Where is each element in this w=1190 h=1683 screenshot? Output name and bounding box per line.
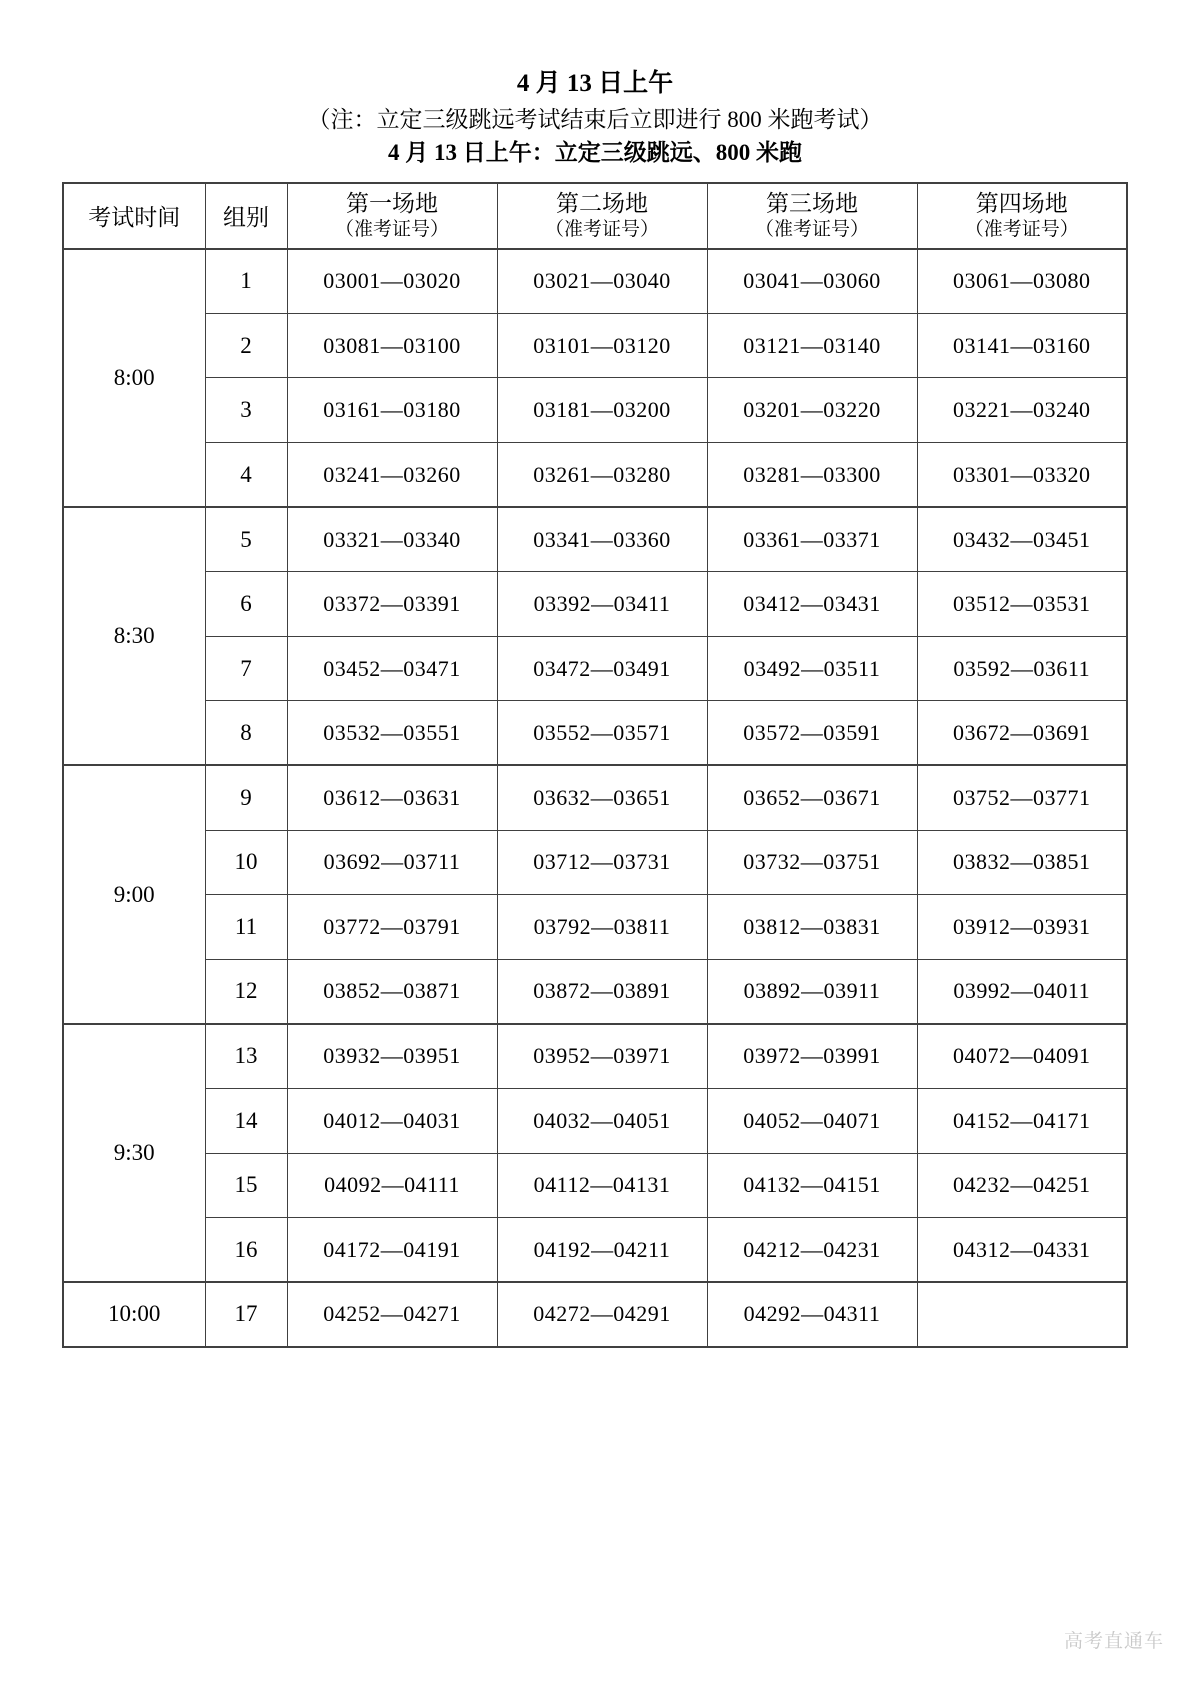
ticket-range-cell: 04312—04331 — [917, 1218, 1127, 1283]
ticket-range-cell: 03181—03200 — [497, 378, 707, 443]
ticket-range-cell: 03261—03280 — [497, 442, 707, 507]
group-number-cell: 8 — [205, 701, 287, 766]
table-row — [63, 378, 1127, 443]
table-row — [63, 1282, 1127, 1347]
ticket-range-cell: 03372—03391 — [287, 572, 497, 637]
ticket-range-cell: 03792—03811 — [497, 895, 707, 960]
group-number-cell: 15 — [205, 1153, 287, 1218]
ticket-range-cell: 03992—04011 — [917, 959, 1127, 1024]
ticket-range-cell: 03932—03951 — [287, 1024, 497, 1089]
ticket-range-cell: 03712—03731 — [497, 830, 707, 895]
group-number-cell: 9 — [205, 765, 287, 830]
venue-3-sub: （准考证号） — [754, 218, 869, 240]
header-exam-time-label: 考试时间 — [88, 205, 181, 231]
ticket-range-cell: 03472—03491 — [497, 636, 707, 701]
header-venue-3 — [707, 183, 917, 249]
table-row — [63, 249, 1127, 314]
header-venue-2 — [497, 183, 707, 249]
group-number-cell: 16 — [205, 1218, 287, 1283]
header-venue-4 — [917, 183, 1127, 249]
ticket-range-cell: 04292—04311 — [707, 1282, 917, 1347]
ticket-range-cell: 03972—03991 — [707, 1024, 917, 1089]
ticket-range-cell: 03652—03671 — [707, 765, 917, 830]
table-row — [63, 701, 1127, 766]
ticket-range-cell: 03041—03060 — [707, 249, 917, 314]
ticket-range-cell: 03752—03771 — [917, 765, 1127, 830]
ticket-range-cell: 03141—03160 — [917, 313, 1127, 378]
exam-time-cell: 10:00 — [63, 1282, 205, 1347]
venue-1-sub: （准考证号） — [334, 218, 449, 240]
venue-2-sub: （准考证号） — [544, 218, 659, 240]
table-row — [63, 830, 1127, 895]
ticket-range-cell: 03892—03911 — [707, 959, 917, 1024]
exam-time-cell: 9:00 — [63, 765, 205, 1023]
group-number-cell: 1 — [205, 249, 287, 314]
venue-4-sub: （准考证号） — [964, 218, 1079, 240]
table-row — [63, 572, 1127, 637]
table-header-row — [63, 183, 1127, 249]
ticket-range-cell: 04252—04271 — [287, 1282, 497, 1347]
ticket-range-cell: 03832—03851 — [917, 830, 1127, 895]
exam-time-cell: 8:00 — [63, 249, 205, 507]
ticket-range-cell: 03692—03711 — [287, 830, 497, 895]
table-row — [63, 507, 1127, 572]
ticket-range-cell: 03952—03971 — [497, 1024, 707, 1089]
table-row — [63, 765, 1127, 830]
note-line: （注：立定三级跳远考试结束后立即进行 800 米跑考试） — [307, 106, 883, 132]
ticket-range-cell: 03572—03591 — [707, 701, 917, 766]
ticket-range-cell: 03121—03140 — [707, 313, 917, 378]
watermark: 高考直通车 — [1063, 1631, 1164, 1652]
ticket-range-cell: 03432—03451 — [917, 507, 1127, 572]
ticket-range-cell: 03532—03551 — [287, 701, 497, 766]
group-number-cell: 10 — [205, 830, 287, 895]
ticket-range-cell: 03852—03871 — [287, 959, 497, 1024]
table-row — [63, 1024, 1127, 1089]
ticket-range-cell: 03732—03751 — [707, 830, 917, 895]
ticket-range-cell: 03412—03431 — [707, 572, 917, 637]
ticket-range-cell: 03452—03471 — [287, 636, 497, 701]
ticket-range-cell: 03612—03631 — [287, 765, 497, 830]
table-row — [63, 313, 1127, 378]
group-number-cell: 17 — [205, 1282, 287, 1347]
venue-2-name: 第二场地 — [556, 190, 648, 216]
header-group-label: 组别 — [223, 205, 269, 231]
group-number-cell: 11 — [205, 895, 287, 960]
ticket-range-cell: 03341—03360 — [497, 507, 707, 572]
group-number-cell: 3 — [205, 378, 287, 443]
ticket-range-cell: 04212—04231 — [707, 1218, 917, 1283]
ticket-range-cell: 04052—04071 — [707, 1088, 917, 1153]
group-number-cell: 14 — [205, 1088, 287, 1153]
ticket-range-cell: 03672—03691 — [917, 701, 1127, 766]
ticket-range-cell: 03512—03531 — [917, 572, 1127, 637]
ticket-range-cell: 04092—04111 — [287, 1153, 497, 1218]
ticket-range-cell: 03081—03100 — [287, 313, 497, 378]
ticket-range-cell: 03772—03791 — [287, 895, 497, 960]
ticket-range-cell: 03101—03120 — [497, 313, 707, 378]
page-title: 4 月 13 日上午 — [516, 70, 674, 97]
ticket-range-cell: 03552—03571 — [497, 701, 707, 766]
venue-4-name: 第四场地 — [975, 190, 1068, 216]
group-number-cell: 2 — [205, 313, 287, 378]
group-number-cell: 7 — [205, 636, 287, 701]
ticket-range-cell: 03061—03080 — [917, 249, 1127, 314]
table-row — [63, 1218, 1127, 1283]
table-row — [63, 895, 1127, 960]
subtitle: 4 月 13 日上午：立定三级跳远、800 米跑 — [388, 140, 802, 166]
ticket-range-cell: 03301—03320 — [917, 442, 1127, 507]
ticket-range-cell: 04272—04291 — [497, 1282, 707, 1347]
ticket-range-cell: 04072—04091 — [917, 1024, 1127, 1089]
ticket-range-cell: 04232—04251 — [917, 1153, 1127, 1218]
ticket-range-cell: 03241—03260 — [287, 442, 497, 507]
ticket-range-cell: 04172—04191 — [287, 1218, 497, 1283]
ticket-range-cell: 03281—03300 — [707, 442, 917, 507]
ticket-range-cell: 04132—04151 — [707, 1153, 917, 1218]
exam-time-cell: 9:30 — [63, 1024, 205, 1282]
header-venue-1 — [287, 183, 497, 249]
ticket-range-cell: 03161—03180 — [287, 378, 497, 443]
ticket-range-cell: 03321—03340 — [287, 507, 497, 572]
venue-3-name: 第三场地 — [766, 190, 858, 216]
ticket-range-cell: 04012—04031 — [287, 1088, 497, 1153]
ticket-range-cell: 04152—04171 — [917, 1088, 1127, 1153]
header-exam-time — [63, 183, 205, 249]
table-row — [63, 959, 1127, 1024]
ticket-range-cell: 03912—03931 — [917, 895, 1127, 960]
ticket-range-cell: 04192—04211 — [497, 1218, 707, 1283]
table-row — [63, 1088, 1127, 1153]
ticket-range-cell: 03201—03220 — [707, 378, 917, 443]
ticket-range-cell — [917, 1282, 1127, 1347]
exam-schedule-table — [62, 182, 1128, 1348]
ticket-range-cell: 03361—03371 — [707, 507, 917, 572]
group-number-cell: 6 — [205, 572, 287, 637]
ticket-range-cell: 03872—03891 — [497, 959, 707, 1024]
group-number-cell: 13 — [205, 1024, 287, 1089]
ticket-range-cell: 03021—03040 — [497, 249, 707, 314]
group-number-cell: 5 — [205, 507, 287, 572]
table-row — [63, 636, 1127, 701]
ticket-range-cell: 03001—03020 — [287, 249, 497, 314]
header-group — [205, 183, 287, 249]
ticket-range-cell: 04112—04131 — [497, 1153, 707, 1218]
group-number-cell: 4 — [205, 442, 287, 507]
venue-1-name: 第一场地 — [346, 190, 438, 216]
ticket-range-cell: 03221—03240 — [917, 378, 1127, 443]
ticket-range-cell: 03492—03511 — [707, 636, 917, 701]
group-number-cell: 12 — [205, 959, 287, 1024]
exam-time-cell: 8:30 — [63, 507, 205, 765]
ticket-range-cell: 03592—03611 — [917, 636, 1127, 701]
ticket-range-cell: 04032—04051 — [497, 1088, 707, 1153]
table-row — [63, 442, 1127, 507]
ticket-range-cell: 03392—03411 — [497, 572, 707, 637]
table-row — [63, 1153, 1127, 1218]
ticket-range-cell: 03812—03831 — [707, 895, 917, 960]
ticket-range-cell: 03632—03651 — [497, 765, 707, 830]
